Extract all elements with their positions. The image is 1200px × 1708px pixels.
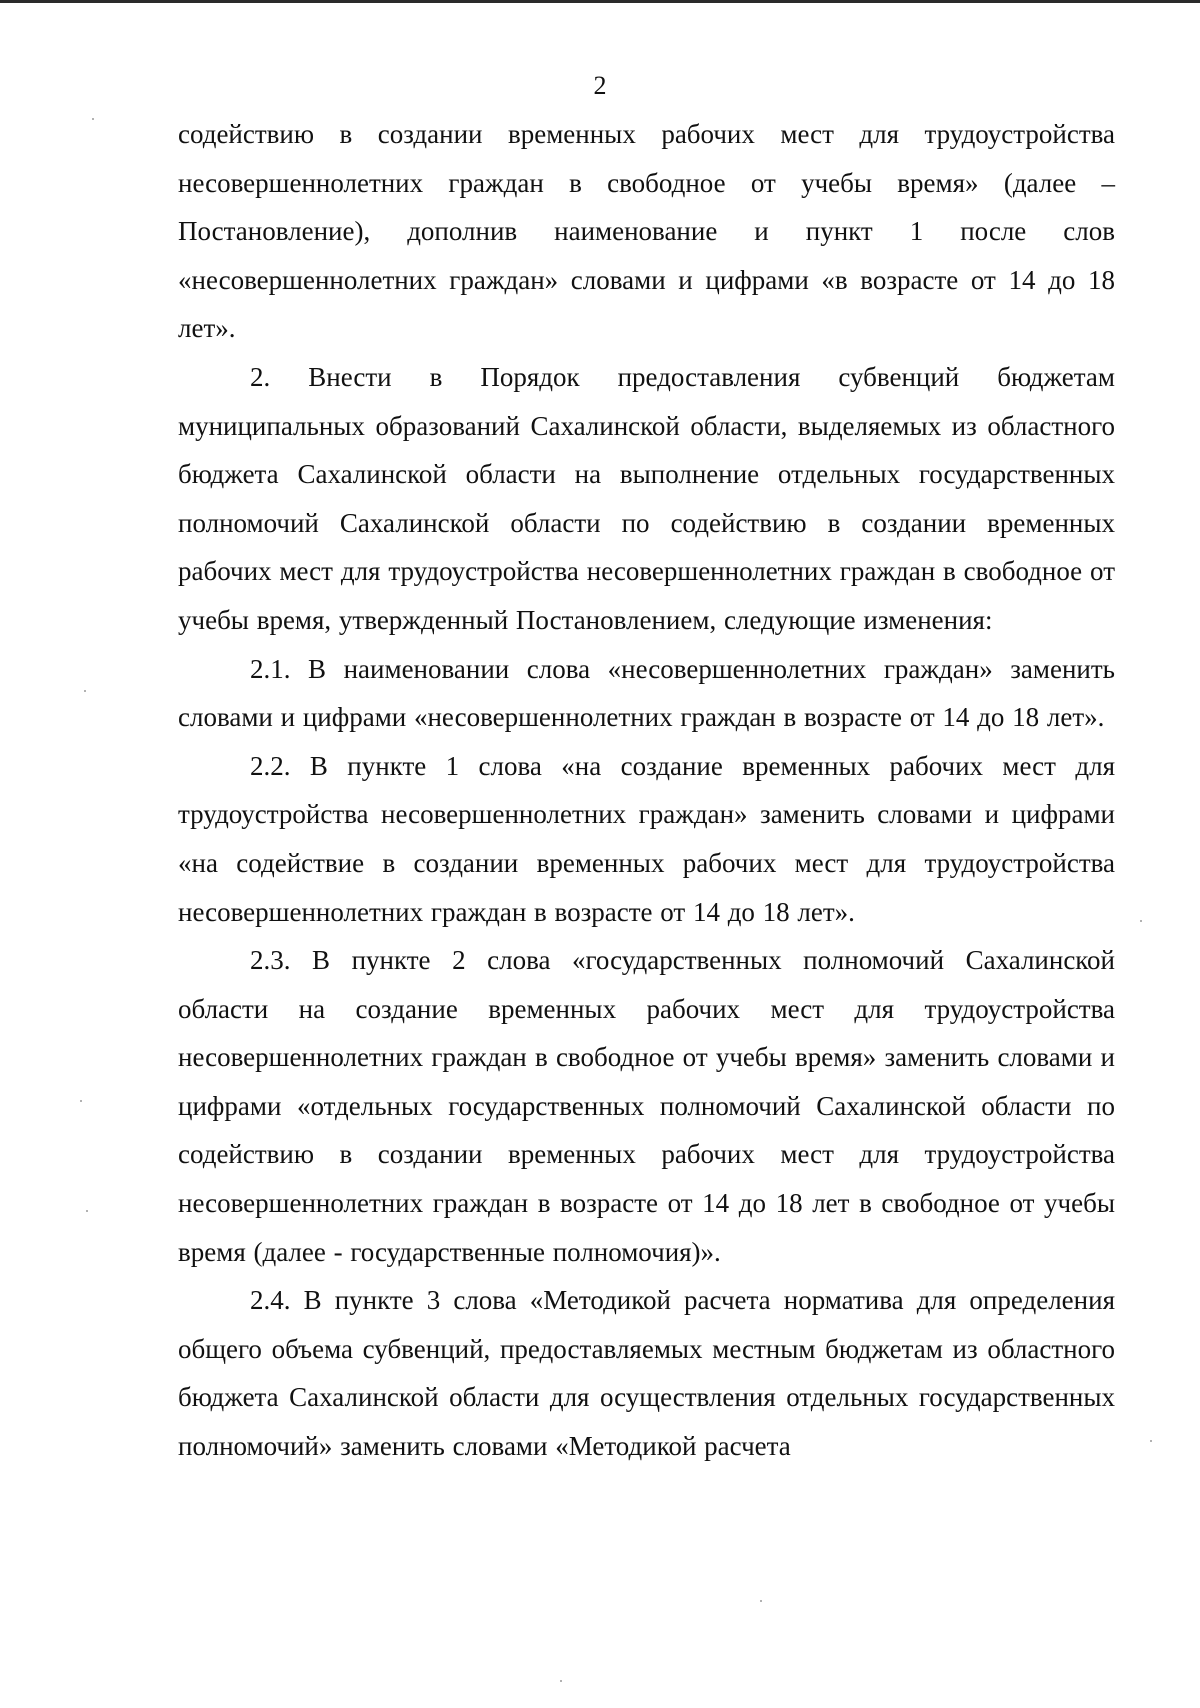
scan-speck (80, 1100, 82, 1102)
scan-speck (84, 690, 86, 692)
document-body (178, 110, 1115, 1471)
paragraph-item-2-3: 2.3. В пункте 2 слова «государственных полномочий Сахалинской области на создание временных рабочих мест для трудоустройства несовершеннолетних граждан в свободное от учебы время» заменить словами и цифрами «отдельных государственных полномочий Сахалинской области по содействию в создании временных рабочих мест для трудоустройства несовершеннолетних граждан в возрасте от 14 до 18 лет в свободное от учебы время (далее - государственные полномочия)». (178, 945, 1115, 1267)
paragraph-item-2: 2. Внести в Порядок предоставления субвенций бюджетам муниципальных образований Сахалинской области, выделяемых из областного бюджета Сахалинской области на выполнение отдельных государственных полномочий Сахалинской области по содействию в создании временных рабочих мест для трудоустройства несовершеннолетних граждан в свободное от учебы время, утвержденный Постановлением, следующие изменения: (178, 361, 1115, 635)
scan-speck (1150, 1440, 1152, 1442)
scan-speck (92, 118, 94, 120)
paragraph-item-2-2: 2.2. В пункте 1 слова «на создание временных рабочих мест для трудоустройства несовершеннолетних граждан» заменить словами и цифрами «на содействие в создании временных рабочих мест для трудоустройства несовершеннолетних граждан в возрасте от 14 до 18 лет». (178, 750, 1115, 927)
scan-speck (86, 1210, 88, 1212)
scan-top-edge (0, 0, 1200, 3)
paragraph-item-2-4: 2.4. В пункте 3 слова «Методикой расчета норматива для определения общего объема субвенций, предоставляемых местным бюджетам из областного бюджета Сахалинской области для осуществления отдельных государственных полномочий» заменить словами «Методикой расчета (178, 1285, 1115, 1462)
scan-speck (560, 1680, 562, 1682)
page-number: 2 (593, 71, 607, 100)
paragraph-continuation: содействию в создании временных рабочих мест для трудоустройства несовершеннолетних граждан в свободное от учебы время» (далее – Постановление), дополнив наименование и пункт 1 после слов «несовершеннолетних граждан» словами и цифрами «в возрасте от 14 до 18 лет». (178, 119, 1115, 344)
scan-speck (760, 1600, 762, 1602)
paragraph-item-2-1: 2.1. В наименовании слова «несовершеннолетних граждан» заменить словами и цифрами «несовершеннолетних граждан в возрасте от 14 до 18 лет». (178, 653, 1115, 733)
scan-speck (1140, 920, 1142, 922)
